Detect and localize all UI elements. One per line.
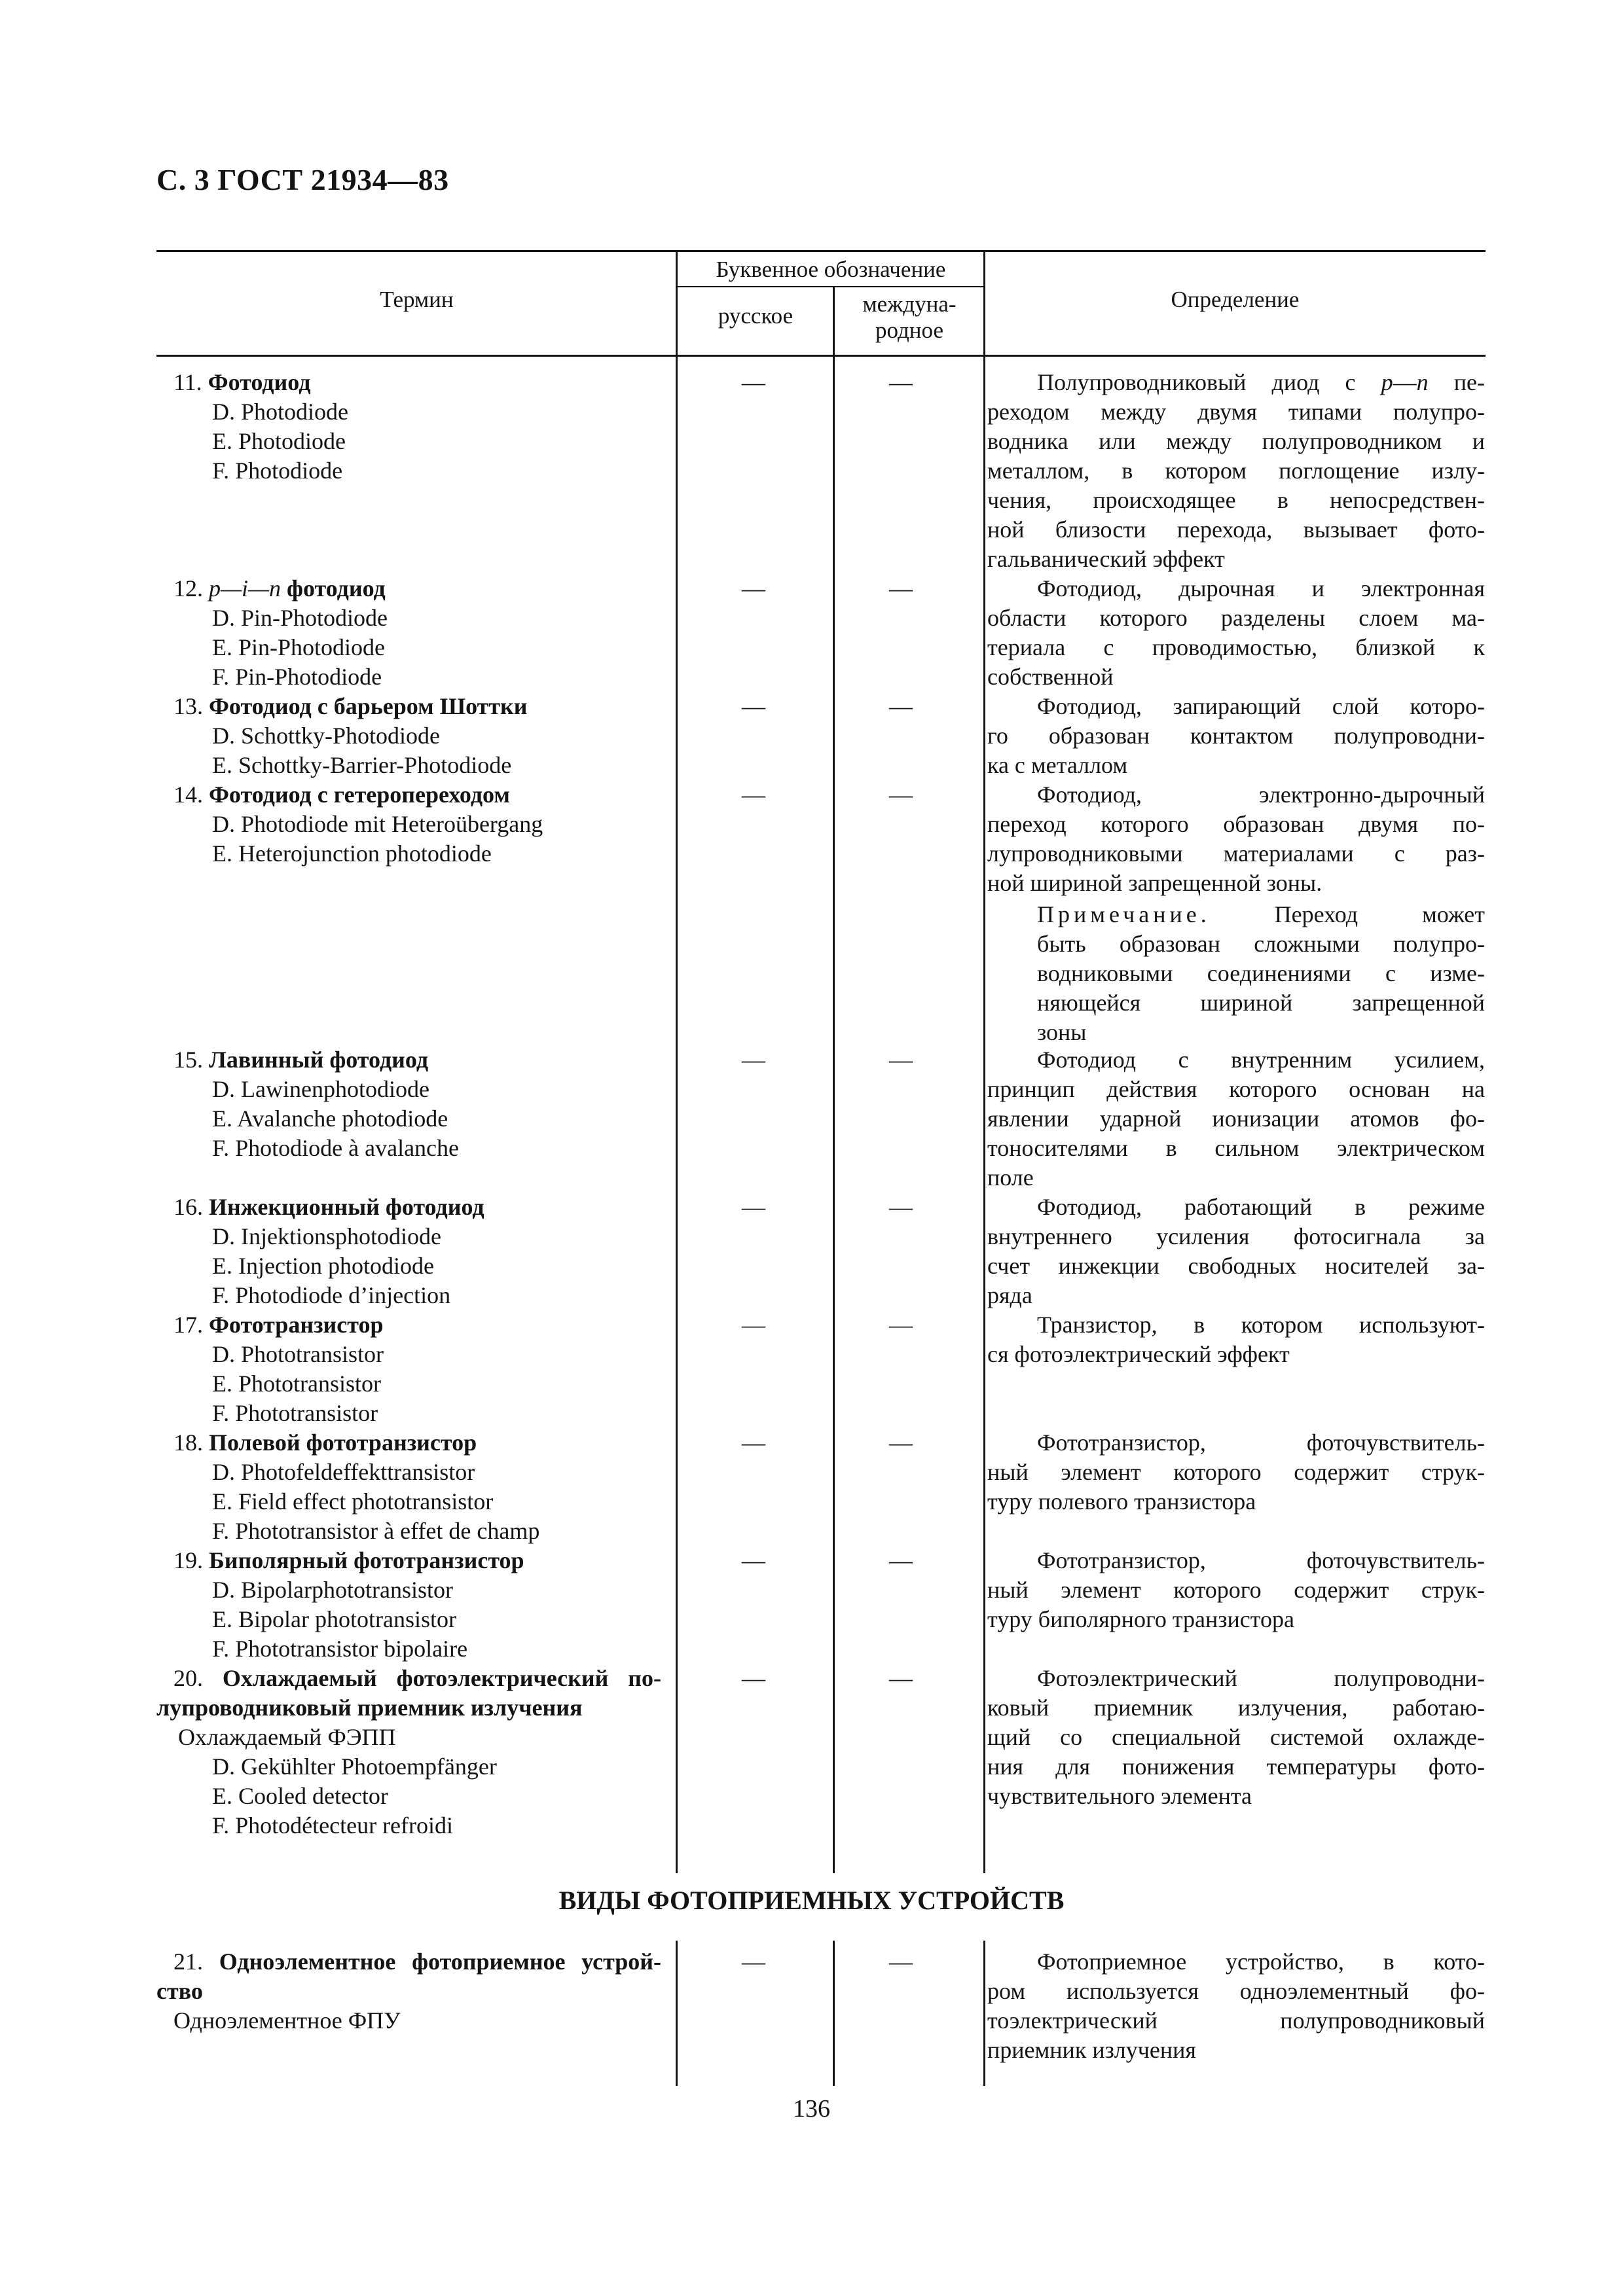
term-number: 13. (173, 693, 203, 719)
term-abbreviation: Одноэлементное ФПУ (173, 2007, 401, 2034)
dash-ru: — (742, 693, 765, 719)
foreign-term: D. Gekühlter Photoempfänger (212, 1753, 497, 1780)
definition-line: тоэлектрический полупроводниковый (987, 2007, 1485, 2034)
column-rule-1 (676, 250, 678, 1873)
term-number: 21. (173, 1948, 203, 1975)
definition-line: Полупроводниковый диод с p—n пе- (1037, 369, 1485, 395)
term-entry-17 (173, 1310, 383, 1340)
definition-18 (987, 1428, 1485, 1516)
dash-intl: — (889, 1194, 913, 1220)
definition-line: Фотодиод, запирающий слой которо- (1037, 693, 1485, 719)
term-entry-18 (173, 1428, 477, 1458)
term-name: Фотодиод (208, 369, 311, 395)
note-14 (1037, 900, 1485, 1047)
column-rule-3 (983, 250, 985, 1873)
definition-line: гальванический эффект (987, 546, 1225, 572)
term-name: фотодиод (287, 575, 386, 601)
foreign-term: F. Photodétecteur refroidi (212, 1812, 454, 1839)
column-rule-2b (833, 1941, 835, 2086)
term-entry-21 (173, 1947, 661, 1977)
dash-ru: — (742, 575, 765, 601)
definition-19 (987, 1546, 1485, 1634)
foreign-term: D. Schottky-Photodiode (212, 723, 440, 749)
dash-intl: — (889, 1047, 913, 1073)
definition-line: ковый приемник излучения, работаю- (987, 1695, 1485, 1721)
definition-line: ный элемент которого содержит струк- (987, 1459, 1485, 1485)
header-international (834, 291, 985, 344)
column-rule-2 (833, 286, 835, 1873)
definition-line: ряда (987, 1282, 1032, 1308)
definition-line: ной близости перехода, вызывает фото- (987, 516, 1485, 543)
foreign-term: D. Photodiode (212, 399, 349, 425)
definition-line: Транзистор, в котором используют- (1037, 1312, 1485, 1338)
note-line: зоны (1037, 1019, 1087, 1045)
term-number: 19. (173, 1547, 203, 1573)
dash-ru: — (742, 1547, 765, 1573)
definition-line: Фотоэлектрический полупроводни- (1037, 1665, 1485, 1691)
definition-line: туру биполярного транзистора (987, 1606, 1294, 1632)
foreign-term: D. Lawinenphotodiode (212, 1076, 429, 1102)
term-entry-15 (173, 1045, 428, 1075)
term-number: 16. (173, 1194, 203, 1220)
definition-line: тоносителями в сильном электрическом (987, 1135, 1485, 1161)
term-name: Лавинный фотодиод (209, 1047, 429, 1073)
definition-21 (987, 1947, 1485, 2065)
term-entry-19 (173, 1546, 524, 1575)
document-header: С. 3 ГОСТ 21934—83 (156, 163, 449, 196)
dash-intl: — (889, 369, 913, 395)
header-international-line2: родное (875, 317, 943, 343)
foreign-term: D. Bipolarphototransistor (212, 1577, 453, 1603)
foreign-term: E. Avalanche photodiode (212, 1105, 448, 1132)
note-line: быть образован сложными полупро- (1037, 931, 1485, 957)
foreign-term: D. Photofeldeffekttransistor (212, 1459, 475, 1485)
dash-intl: — (889, 693, 913, 719)
definition-line: Фотодиод, работающий в режиме (1037, 1194, 1485, 1220)
dash-intl: — (889, 575, 913, 601)
letter-sub-rule (677, 286, 985, 287)
term-entry-14 (173, 780, 510, 810)
foreign-term: E. Heterojunction photodiode (212, 840, 492, 867)
foreign-term: E. Field effect phototransistor (212, 1488, 494, 1515)
dash-ru: — (742, 1429, 765, 1456)
definition-line: приемник излучения (987, 2037, 1196, 2063)
dash-intl: — (889, 1547, 913, 1573)
definition-line: реходом между двумя типами полупро- (987, 399, 1485, 425)
term-name: Фототранзистор (209, 1312, 384, 1338)
foreign-term: D. Pin-Photodiode (212, 605, 388, 631)
table-header-bottom-rule (156, 355, 1486, 357)
definition-20 (987, 1664, 1485, 1811)
foreign-term: E. Bipolar phototransistor (212, 1606, 456, 1632)
definition-line: ром используется одноэлементный фо- (987, 1978, 1485, 2004)
note-line: няющейся шириной запрещенной (1037, 990, 1485, 1016)
foreign-term: E. Phototransistor (212, 1371, 381, 1397)
definition-line: области которого разделены слоем ма- (987, 605, 1485, 631)
definition-line: щий со специальной системой охлажде- (987, 1724, 1485, 1750)
dash-ru: — (742, 1665, 765, 1691)
dash-ru: — (742, 1047, 765, 1073)
definition-12 (987, 574, 1485, 692)
section-title: ВИДЫ ФОТОПРИЕМНЫХ УСТРОЙСТВ (558, 1886, 1065, 1915)
definition-line: внутреннего усиления фотосигнала за (987, 1223, 1485, 1249)
foreign-term: F. Photodiode à avalanche (212, 1135, 460, 1161)
table-top-rule (156, 250, 1486, 252)
foreign-term: E. Pin-Photodiode (212, 634, 386, 660)
definition-line: Фототранзистор, фоточувствитель- (1037, 1429, 1485, 1456)
term-number: 18. (173, 1429, 203, 1456)
foreign-term: E. Cooled detector (212, 1783, 388, 1809)
definition-line: поле (987, 1164, 1034, 1191)
foreign-term: D. Injektionsphotodiode (212, 1223, 441, 1249)
definition-line: счет инжекции свободных носителей за- (987, 1253, 1485, 1279)
definition-line: го образован контактом полупроводни- (987, 723, 1485, 749)
definition-line: Фотодиод, электронно-дырочный (1037, 781, 1485, 808)
term-name: Фотодиод с гетеропереходом (209, 781, 510, 808)
definition-16 (987, 1193, 1485, 1310)
definition-line: ной шириной запрещенной зоны. (987, 870, 1322, 896)
term-name: Инжекционный фотодиод (209, 1194, 484, 1220)
definition-11 (987, 368, 1485, 574)
definition-13 (987, 692, 1485, 780)
term-name-continued: лупроводниковый приемник излучения (156, 1695, 583, 1721)
definition-line: чувствительного элемента (987, 1783, 1252, 1809)
dash-ru: — (742, 1948, 765, 1975)
definition-line: водника или между полупроводником и (987, 428, 1485, 454)
definition-line: собственной (987, 664, 1114, 690)
definition-line: принцип действия которого основан на (987, 1076, 1485, 1102)
header-letter-designation: Буквенное обозначение (716, 257, 946, 282)
dash-ru: — (742, 1312, 765, 1338)
header-term: Термин (380, 287, 454, 312)
dash-intl: — (889, 1665, 913, 1691)
header-international-line1: междуна- (862, 291, 957, 317)
definition-line: металлом, в котором поглощение излу- (987, 457, 1485, 484)
note-line: Примечание. Переход может (1037, 901, 1485, 927)
dash-ru: — (742, 369, 765, 395)
note-line: водниковыми соединениями с изме- (1037, 960, 1485, 986)
definition-line: Фотоприемное устройство, в кото- (1037, 1948, 1485, 1975)
header-definition: Определение (1171, 287, 1300, 312)
dash-ru: — (742, 781, 765, 808)
term-number: 17. (173, 1312, 203, 1338)
foreign-term: F. Phototransistor à effet de champ (212, 1518, 540, 1544)
term-number: 12. (173, 575, 203, 601)
definition-line: ный элемент которого содержит струк- (987, 1577, 1485, 1603)
definition-17 (987, 1310, 1485, 1369)
term-abbreviation: Охлаждаемый ФЭПП (178, 1724, 396, 1750)
definition-15 (987, 1045, 1485, 1193)
dash-intl: — (889, 1948, 913, 1975)
header-russian: русское (718, 303, 793, 329)
foreign-term: E. Schottky-Barrier-Photodiode (212, 752, 512, 778)
term-entry-12 (173, 574, 386, 603)
dash-intl: — (889, 1429, 913, 1456)
foreign-term: E. Photodiode (212, 428, 346, 454)
term-number: 14. (173, 781, 203, 808)
dash-intl: — (889, 781, 913, 808)
definition-line: лупроводниковыми материалами с раз- (987, 840, 1485, 867)
definition-line: переход которого образован двумя по- (987, 811, 1485, 837)
foreign-term: F. Photodiode (212, 457, 343, 484)
definition-line: териала с проводимостью, близкой к (987, 634, 1485, 660)
term-name: Охлаждаемый фотоэлектрический по- (222, 1665, 662, 1691)
term-entry-16 (173, 1193, 484, 1222)
foreign-term: D. Phototransistor (212, 1341, 384, 1367)
definition-line: ся фотоэлектрический эффект (987, 1341, 1290, 1367)
term-name: Биполярный фототранзистор (209, 1547, 524, 1573)
term-name: Полевой фототранзистор (209, 1429, 477, 1456)
term-entry-20 (173, 1664, 661, 1693)
foreign-term: F. Photodiode d’injection (212, 1282, 451, 1308)
definition-line: Фототранзистор, фоточувствитель- (1037, 1547, 1485, 1573)
foreign-term: F. Phototransistor (212, 1400, 378, 1426)
term-name-continued: ство (156, 1978, 203, 2004)
definition-line: туру полевого транзистора (987, 1488, 1256, 1515)
definition-14 (987, 780, 1485, 898)
term-name: Фотодиод с барьером Шоттки (209, 693, 528, 719)
term-number: 15. (173, 1047, 203, 1073)
foreign-term: F. Pin-Photodiode (212, 664, 382, 690)
column-rule-3b (983, 1941, 985, 2086)
term-name: Одноэлементное фотоприемное устрой- (219, 1948, 662, 1975)
foreign-term: E. Injection photodiode (212, 1253, 434, 1279)
definition-line: явлении ударной ионизации атомов фо- (987, 1105, 1485, 1132)
definition-line: ка с металлом (987, 752, 1128, 778)
definition-line: чения, происходящее в непосредствен- (987, 487, 1485, 513)
definition-line: Фотодиод, дырочная и электронная (1037, 575, 1485, 601)
foreign-term: F. Phototransistor bipolaire (212, 1636, 468, 1662)
column-rule-1b (676, 1941, 678, 2086)
term-italic: p—i—n (209, 575, 282, 601)
foreign-term: D. Photodiode mit Heteroübergang (212, 811, 543, 837)
term-number: 11. (173, 369, 202, 395)
definition-line: ния для понижения температуры фото- (987, 1753, 1485, 1780)
page-number: 136 (793, 2095, 830, 2123)
term-entry-13 (173, 692, 528, 721)
term-number: 20. (173, 1665, 203, 1691)
definition-line: Фотодиод с внутренним усилием, (1037, 1047, 1485, 1073)
term-entry-11 (173, 368, 310, 397)
dash-intl: — (889, 1312, 913, 1338)
dash-ru: — (742, 1194, 765, 1220)
